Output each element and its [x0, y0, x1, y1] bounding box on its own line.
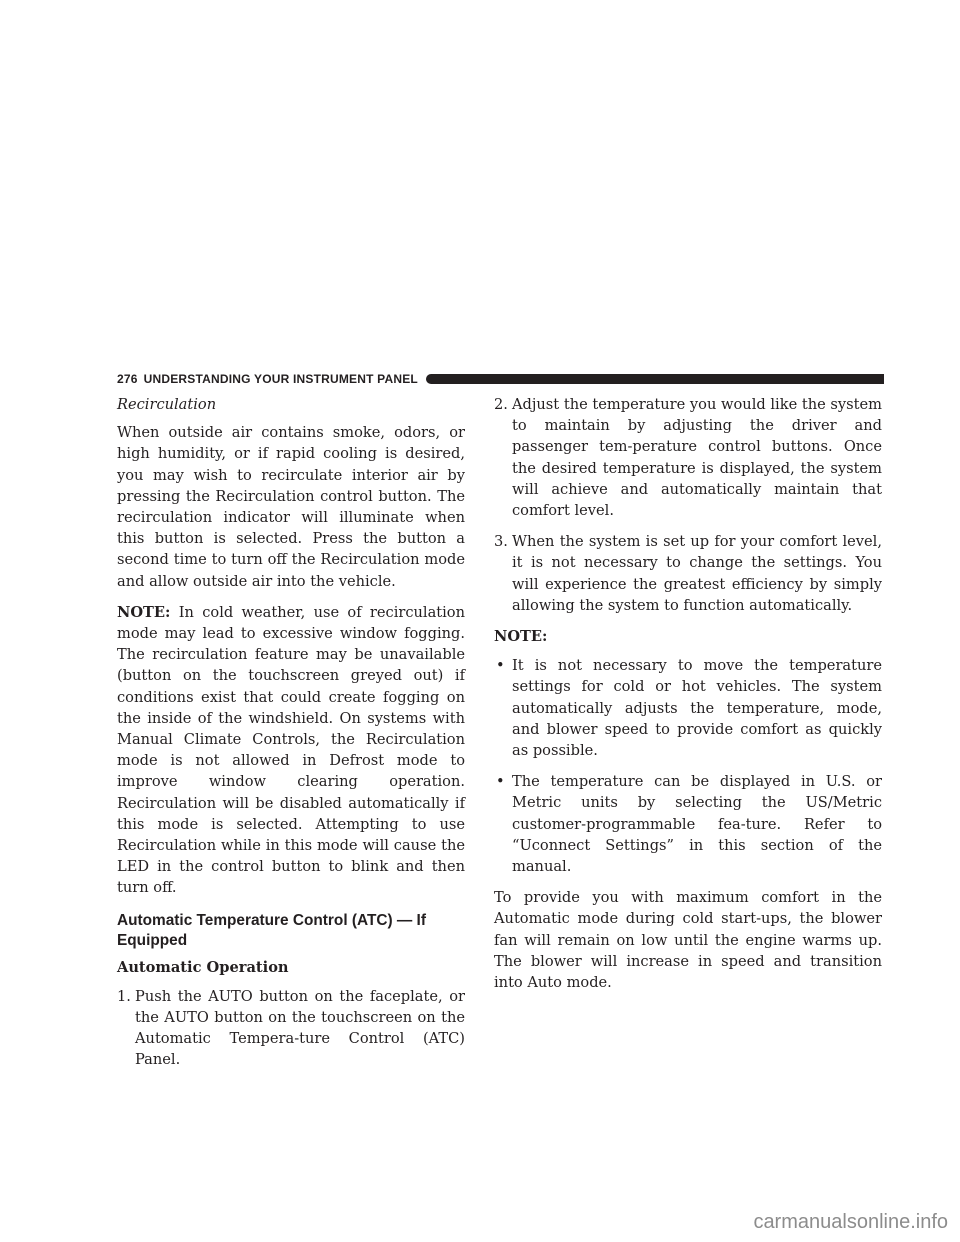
- section-title: UNDERSTANDING YOUR INSTRUMENT PANEL: [143, 372, 418, 386]
- step-number: 2.: [494, 396, 508, 413]
- recirculation-heading: Recirculation: [117, 396, 217, 413]
- step-text: When the system is set up for your comfort level, it is not necessary to change the settings. You will experience the greatest efficiency by simply allowing the system to function automatically.: [512, 533, 882, 614]
- note-label: NOTE:: [117, 603, 171, 621]
- page-header: [117, 371, 884, 387]
- page-number: 276: [117, 372, 138, 386]
- step-2: [494, 394, 882, 521]
- step-number: 1.: [117, 987, 131, 1005]
- note-paragraph: [117, 602, 465, 899]
- atc-heading: Automatic Temperature Control (ATC) — If Equipped: [117, 911, 426, 949]
- bullet-icon: •: [496, 657, 505, 675]
- watermark-text: carmanualsonline.info: [753, 1211, 948, 1233]
- recirculation-paragraph: When outside air contains smoke, odors, or high humidity, or if rapid cooling is desired, you may wish to recirculate interior air by pressing the Recirculation control button. The recirculation indicator will illuminate when this button is selected. Press the button a second time to turn off the Recirculation mode and allow outside air into the vehicle.: [117, 424, 465, 590]
- final-paragraph: To provide you with maximum comfort in the Automatic mode during cold start-ups, the blower fan will remain on low until the engine warms up. The blower will increase in speed and transition into Auto mode.: [494, 889, 882, 992]
- step-1: [117, 986, 465, 1071]
- step-3: [494, 531, 882, 616]
- step-text: Adjust the temperature you would like the system to maintain by adjusting the driver and passenger tem-perature control buttons. Once the desired temperature is displayed, the system will achieve and automatically maintain that comfort level.: [512, 396, 882, 520]
- note-label: NOTE:: [494, 628, 548, 646]
- right-column: [494, 394, 882, 1003]
- bullet-icon: •: [496, 773, 505, 791]
- bullet-text: The temperature can be displayed in U.S. or Metric units by selecting the US/Metric customer-programmable fea-ture. Refer to “Uconnect Settings” in this section of the manual.: [512, 773, 882, 876]
- step-number: 3.: [494, 533, 508, 551]
- bullet-text: It is not necessary to move the temperature settings for cold or hot vehicles. The system automatically adjusts the temperature, mode, and blower speed to provide comfort as quickly as possible.: [512, 657, 882, 760]
- left-column: [117, 394, 465, 1081]
- header-rule: [426, 374, 884, 384]
- step-text: Push the AUTO button on the faceplate, or the AUTO button on the touchscreen on the Automatic Tempera-ture Control (ATC) Panel.: [135, 987, 465, 1069]
- bullet-item: [494, 771, 882, 877]
- automatic-operation-heading: Automatic Operation: [117, 958, 289, 976]
- bullet-item: [494, 655, 882, 761]
- note-text: In cold weather, use of recirculation mode may lead to excessive window fogging. The recirculation feature may be unavailable (button on the touchscreen greyed out) if conditions exist that could create fogging on the inside of the windshield. On systems with Manual Climate Controls, the Recirculation mode is not allowed in Defrost mode to improve window clearing operation. Recirculation will be disabled automatically if this mode is selected. Attempting to use Recirculation while in this mode will cause the LED in the control button to blink and then turn off.: [117, 603, 465, 897]
